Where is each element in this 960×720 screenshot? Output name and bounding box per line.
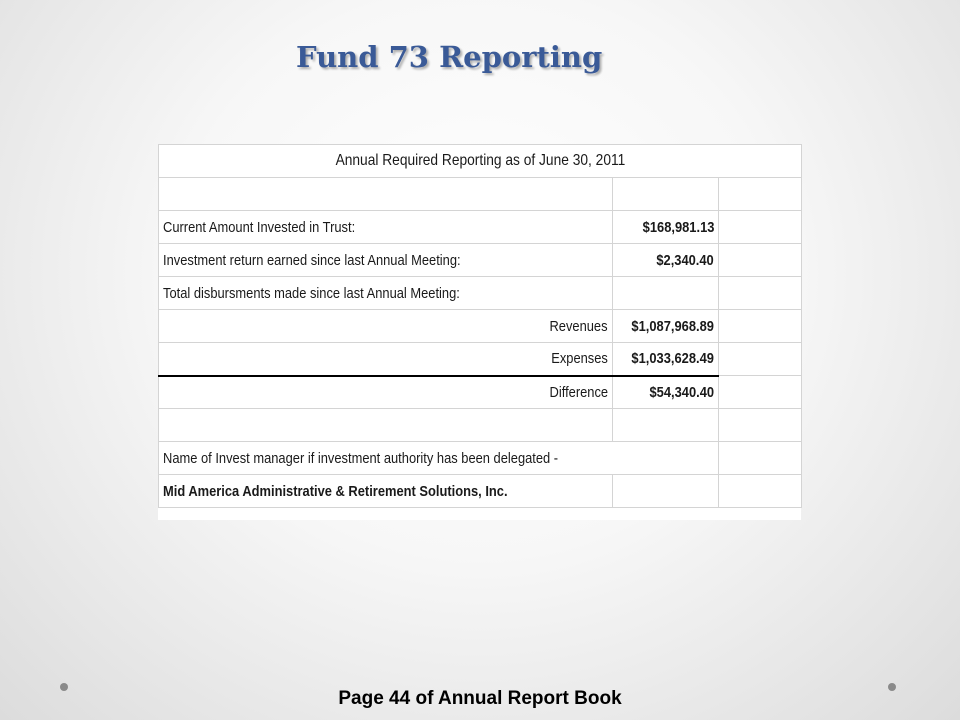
summary-value-revenues — [613, 310, 719, 343]
table-row-blank — [159, 409, 802, 442]
empty-cell — [719, 277, 802, 310]
row-value-invested — [613, 211, 719, 244]
report-table — [158, 144, 802, 508]
empty-cell — [159, 409, 613, 442]
summary-value-text: $1,087,968.89 — [631, 317, 714, 335]
table-row-expenses — [159, 343, 802, 376]
report-heading — [159, 145, 802, 178]
summary-value-expenses — [613, 343, 719, 376]
summary-label-text: Difference — [549, 383, 608, 401]
empty-cell — [719, 244, 802, 277]
table-row-return — [159, 244, 802, 277]
manager-name-text: Mid America Administrative & Retirement Solutions, Inc. — [163, 482, 508, 500]
report-spreadsheet — [158, 144, 801, 520]
empty-cell — [613, 409, 719, 442]
table-row-difference — [159, 376, 802, 409]
empty-cell — [719, 475, 802, 508]
row-value-text: $2,340.40 — [656, 251, 714, 269]
row-label-return — [159, 244, 613, 277]
row-value-return — [613, 244, 719, 277]
empty-cell — [719, 442, 802, 475]
empty-cell — [613, 475, 719, 508]
table-row-blank — [159, 178, 802, 211]
empty-cell — [719, 343, 802, 376]
empty-cell — [719, 178, 802, 211]
summary-label-difference — [159, 376, 613, 409]
table-row-disbursements — [159, 277, 802, 310]
manager-name — [159, 475, 613, 508]
row-label-disbursements — [159, 277, 613, 310]
row-value-text: $168,981.13 — [642, 218, 714, 236]
manager-label — [159, 442, 719, 475]
empty-cell — [719, 211, 802, 244]
summary-label-expenses — [159, 343, 613, 376]
table-row-manager-name — [159, 475, 802, 508]
summary-label-text: Expenses — [551, 350, 608, 368]
summary-value-text: $1,033,628.49 — [631, 350, 714, 368]
row-label-text: Total disbursments made since last Annual Meeting: — [163, 284, 460, 302]
empty-cell — [613, 178, 719, 211]
empty-cell — [719, 376, 802, 409]
table-row-heading — [159, 145, 802, 178]
report-heading-text: Annual Required Reporting as of June 30, 2011 — [335, 152, 625, 169]
summary-label-revenues — [159, 310, 613, 343]
empty-cell — [719, 409, 802, 442]
table-row-invested — [159, 211, 802, 244]
row-label-text: Investment return earned since last Annual Meeting: — [163, 251, 461, 269]
summary-label-text: Revenues — [549, 317, 608, 335]
table-row-revenues — [159, 310, 802, 343]
empty-cell — [159, 178, 613, 211]
row-value-disbursements — [613, 277, 719, 310]
row-label-invested — [159, 211, 613, 244]
slide-title: Fund 73 Reporting — [296, 40, 603, 74]
summary-value-difference — [613, 376, 719, 409]
row-label-text: Current Amount Invested in Trust: — [163, 218, 356, 236]
summary-value-text: $54,340.40 — [649, 383, 714, 401]
manager-label-text: Name of Invest manager if investment authority has been delegated - — [163, 449, 559, 467]
empty-cell — [719, 310, 802, 343]
table-row-manager-label — [159, 442, 802, 475]
page-footer: Page 44 of Annual Report Book — [338, 688, 622, 709]
